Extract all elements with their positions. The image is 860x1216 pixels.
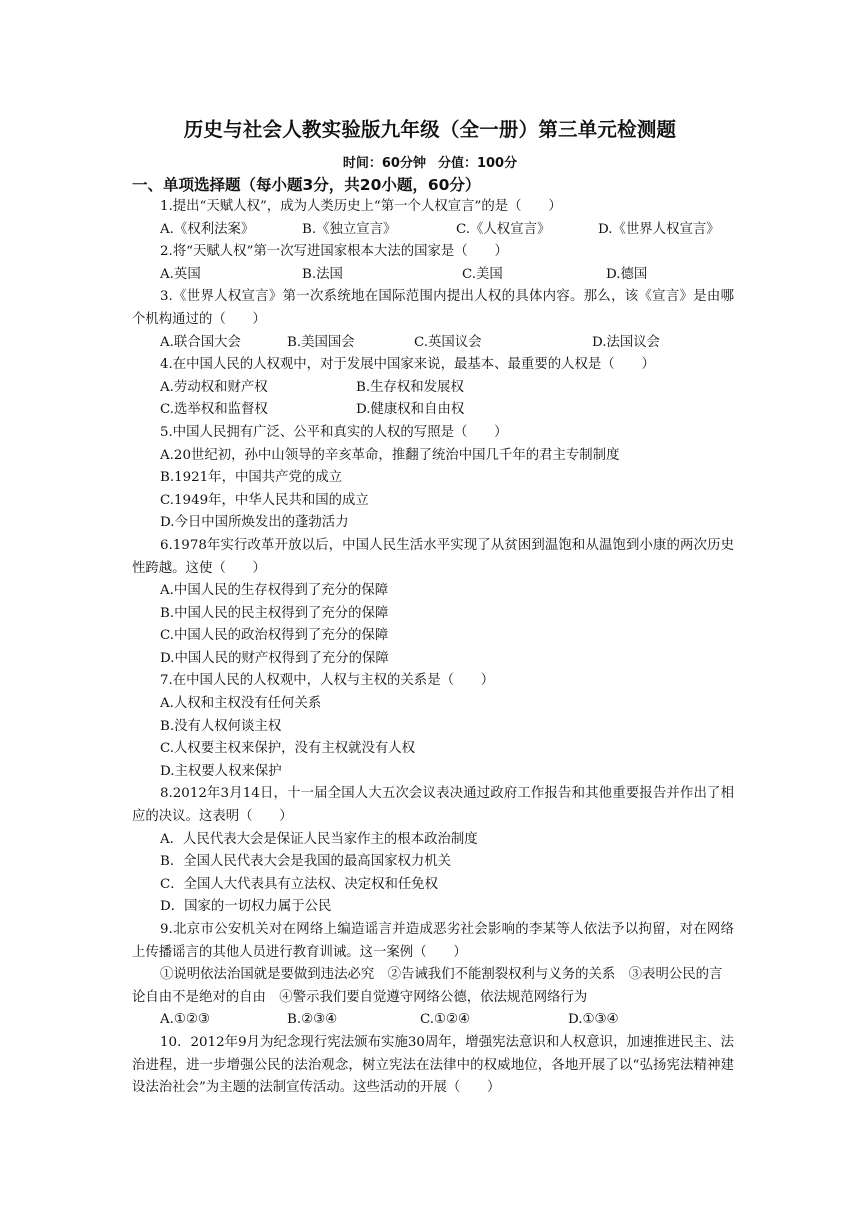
option: D．国家的一切权力属于公民 — [160, 899, 332, 915]
option: D.主权要人权来保护 — [160, 763, 282, 779]
option: B．全国人民代表大会是我国的最高国家权力机关 — [160, 854, 452, 870]
option: A.劳动权和财产权 — [160, 379, 268, 395]
option: D.法国议会 — [592, 334, 661, 350]
option: A.联合国大会 — [160, 334, 241, 350]
option: D.《世界人权宣言》 — [598, 221, 720, 237]
option: B.1921年，中国共产党的成立 — [160, 470, 343, 486]
option: C.英国议会 — [414, 334, 482, 350]
option: A.①②③ — [160, 1012, 210, 1028]
question-1-options — [160, 219, 734, 242]
question-2-options — [160, 264, 734, 287]
option: B.法国 — [302, 266, 343, 282]
question-3: 3.《世界人权宣言》第一次系统地在国际范围内提出人权的具体内容。那么，该《宣言》是由哪个机构通过的（ ） — [132, 289, 734, 327]
option: D.今日中国所焕发出的蓬勃活力 — [160, 515, 349, 531]
section-heading: 一、单项选择题（每小题3分，共20小题，60分） — [132, 176, 481, 194]
option: A.人权和主权没有任何关系 — [160, 696, 322, 712]
option: B.没有人权何谈主权 — [160, 718, 282, 734]
option: B.中国人民的民主权得到了充分的保障 — [160, 605, 389, 621]
option: A.20世纪初，孙中山领导的辛亥革命，推翻了统治中国几千年的君主专制制度 — [160, 447, 620, 463]
option: C.美国 — [462, 266, 503, 282]
option: C．全国人大代表具有立法权、决定权和任免权 — [160, 876, 439, 892]
option: D.健康权和自由权 — [356, 402, 465, 418]
option: D.①③④ — [568, 1012, 619, 1028]
option: B.美国国会 — [287, 334, 355, 350]
question-4-options-row1 — [160, 377, 734, 400]
option: C.中国人民的政治权得到了充分的保障 — [160, 628, 389, 644]
option: B.②③④ — [287, 1012, 338, 1028]
option: C.《人权宣言》 — [456, 221, 551, 237]
question-6: 6.1978年实行改革开放以后，中国人民生活水平实现了从贫困到温饱和从温饱到小康的两次历史性跨越。这使（ ） — [132, 537, 734, 576]
option: A.《权利法案》 — [160, 221, 255, 237]
total-score: 分值：100分 — [437, 156, 518, 171]
question-9: 9.北京市公安机关对在网络上编造谣言并造成恶劣社会影响的李某等人依法予以拘留，对在网络上传播谣言的其他人员进行教育训诫。这一案例（ ） — [132, 922, 734, 960]
question-4-options-row2 — [160, 399, 734, 422]
question-8: 8.2012年3月14日，十一届全国人大五次会议表决通过政府工作报告和其他重要报告并作出了相应的决议。这表明（ ） — [132, 786, 734, 825]
question-9-statements: ①说明依法治国就是要做到违法必究 ②告诫我们不能割裂权利与义务的关系 ③表明公民的言论自由不是绝对的自由 ④警示我们要自觉遵守网络公德，依法规范网络行为 — [132, 967, 723, 1005]
question-1: 1.提出“天赋人权”，成为人类历史上“第一个人权宣言”的是（ ） — [160, 199, 562, 214]
page-title: 历史与社会人教实验版九年级（全一册）第三单元检测题 — [183, 118, 677, 141]
option: A．人民代表大会是保证人民当家作主的根本政治制度 — [160, 831, 478, 847]
time-limit: 时间：60分钟 — [342, 156, 426, 171]
question-5: 5.中国人民拥有广泛、公平和真实的人权的写照是（ ） — [160, 424, 508, 440]
question-3-options — [160, 332, 734, 355]
option: D.中国人民的财产权得到了充分的保障 — [160, 650, 389, 666]
option: C.人权要主权来保护，没有主权就没有人权 — [160, 741, 416, 757]
option: B.生存权和发展权 — [356, 379, 464, 395]
question-7: 7.在中国人民的人权观中，人权与主权的关系是（ ） — [160, 673, 495, 689]
option: A.中国人民的生存权得到了充分的保障 — [160, 583, 389, 599]
option: A.英国 — [160, 266, 201, 282]
question-list — [132, 196, 734, 1100]
option: D.德国 — [606, 266, 648, 282]
option: B.《独立宣言》 — [302, 221, 397, 237]
exam-meta — [0, 152, 860, 171]
question-9-options — [160, 1009, 734, 1032]
option: C.①②④ — [420, 1012, 471, 1028]
question-10: 10．2012年9月为纪念现行宪法颁布实施30周年，增强宪法意识和人权意识，加速推进民主、法治进程，进一步增强公民的法治观念，树立宪法在法律中的权威地位，各地开展了以“弘扬宪法精神建设法治社会”为主题的法制宣传活动。这些活动的开展（ ） — [132, 1034, 734, 1096]
question-2: 2.将“天赋人权”第一次写进国家根本大法的国家是（ ） — [160, 244, 508, 260]
option: C.选举权和监督权 — [160, 402, 268, 418]
question-4: 4.在中国人民的人权观中，对于发展中国家来说，最基本、最重要的人权是（ ） — [160, 357, 655, 373]
option: C.1949年，中华人民共和国的成立 — [160, 492, 369, 508]
